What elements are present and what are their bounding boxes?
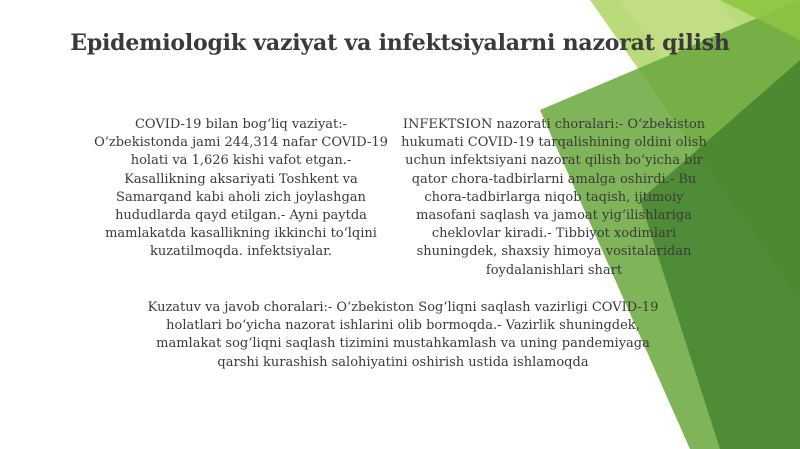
slide-title: Epidemiologik vaziyat va infektsiyalarni nazorat qilish [70, 30, 730, 56]
infection-control-paragraph: INFEKTSION nazorati choralari:- O‘zbekiston hukumati COVID-19 tarqalishining oldini olish uchun infektsiyani nazorat qilish bo‘yicha bir qator chora-tadbirlarni amalga oshirdi.- Bu chora-tadbirlarga niqob taqish, ijtimoiy masofani saqlash va jamoat yig‘ilishlariga cheklovlar kiradi.- Tibbiyot xodimlari shuningdek, shaxsiy himoya vositalaridan foydalanishlari shart [401, 117, 707, 278]
covid-situation-paragraph: COVID-19 bilan bog‘liq vaziyat:- O‘zbekistonda jami 244,314 nafar COVID-19 holati va 1,626 kishi vafot etgan.- Kasallikning aksariyati Toshkent va Samarqand kabi aholi zich joylashgan hududlarda qayd etilgan.- Ayni paytda mamlakatda kasallikning ikkinchi to‘lqini kuzatilmoqda. infektsiyalar. [94, 117, 388, 260]
monitoring-response-paragraph: Kuzatuv va javob choralari:- O‘zbekiston Sog‘liqni saqlash vazirligi COVID-19 holatlari bo‘yicha nazorat ishlarini olib bormoqda.- Vazirlik shuningdek, mamlakat sog‘liqni saqlash tizimini mustahkamlash va uning pandemiyaga qarshi kurashish salohiyatini oshirish ustida ishlamoqda [147, 300, 659, 370]
